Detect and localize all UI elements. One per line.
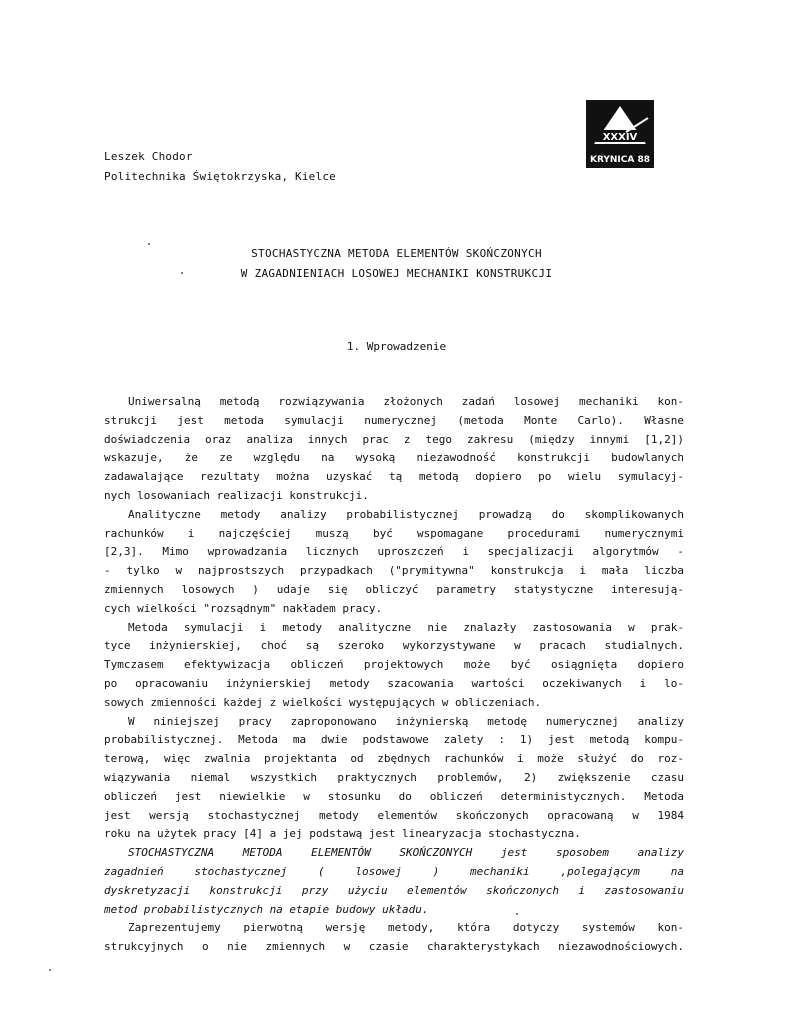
body-line: strukcji jest metoda symulacji numerycznej (metoda Monte Carlo). Własne <box>104 413 684 427</box>
body-line: rachunków i najczęściej muszą być wspomagane procedurami numerycznymi <box>104 526 684 540</box>
svg-text:KRYNICA 88: KRYNICA 88 <box>589 155 651 165</box>
body-line: zagadnień stochastycznej ( losowej ) mechaniki ,polegającym na <box>104 864 684 878</box>
body-line: wskazuje, że ze względu na wysoką niezawodność konstrukcji budowlanych <box>104 451 684 465</box>
scan-speck <box>516 913 518 915</box>
body-line: [2,3]. Mimo wprowadzania licznych uproszczeń i specjalizacji algorytmów - <box>104 545 684 559</box>
author-block <box>104 147 336 187</box>
title-line-1: STOCHASTYCZNA METODA ELEMENTÓW SKOŃCZONYCH <box>251 247 542 260</box>
body-line: dyskretyzacji konstrukcji przy użyciu elementów skończonych i zastosowaniu <box>104 883 684 897</box>
scan-speck <box>148 243 150 245</box>
author-name: Leszek Chodor <box>104 150 193 163</box>
section-heading: 1. Wprowadzenie <box>346 340 447 353</box>
body-line: sowych zmienności każdej z wielkości występujących w obliczeniach. <box>104 695 542 709</box>
body-line: Analityczne metody analizy probabilistycznej prowadzą do skomplikowanych <box>128 507 684 521</box>
body-line: nych losowaniach realizacji konstrukcji. <box>104 488 369 502</box>
body-line: roku na użytek pracy [4] a jej podstawą jest linearyzacja stochastyczna. <box>104 827 581 841</box>
body-line: metod probabilistycznych na etapie budowy układu. <box>104 902 429 916</box>
body-line: obliczeń jest niewielkie w stosunku do obliczeń deterministycznych. Metoda <box>104 789 684 803</box>
body-line: W niniejszej pracy zaproponowano inżynierską metodę numerycznej analizy <box>128 714 684 728</box>
body-line: strukcyjnych o nie zmiennych w czasie charakterystykach niezawodnościowych. <box>104 940 684 954</box>
svg-text:XXXIV: XXXIV <box>602 132 638 143</box>
body-line: Tymczasem efektywizacja obliczeń projektowych może być osiągnięta dopiero <box>104 658 684 672</box>
body-line: zmiennych losowych ) udaje się obliczyć parametry statystyczne interesują- <box>104 582 684 596</box>
scan-speck <box>49 969 51 971</box>
body-line: terową, więc zwalnia projektanta od zbędnych rachunków i może służyć do roz- <box>104 752 684 766</box>
body-line: Zaprezentujemy pierwotną wersję metody, która dotyczy systemów kon- <box>128 921 684 935</box>
krynica-88-logo <box>586 100 654 168</box>
paper-title <box>0 244 793 284</box>
body-text <box>104 393 684 957</box>
author-affiliation: Politechnika Świętokrzyska, Kielce <box>104 170 336 183</box>
body-line: cych wielkości "rozsądnym" nakładem pracy. <box>104 601 383 615</box>
body-line: po opracowaniu inżynierskiej metody szacowania wartości oczekiwanych i lo- <box>104 676 684 690</box>
scan-speck <box>181 272 183 274</box>
body-line: wiązywania niemal wszystkich praktycznych problemów, 2) zwiększenie czasu <box>104 770 684 784</box>
body-line: probabilistycznej. Metoda ma dwie podstawowe zalety : 1) jest metodą kompu- <box>104 733 684 747</box>
body-line: - tylko w najprostszych przypadkach ("prymitywna" konstrukcja i mała liczba <box>104 564 684 578</box>
body-line: STOCHASTYCZNA METODA ELEMENTÓW SKOŃCZONYCH jest sposobem analizy <box>128 846 684 860</box>
body-line: zadawalające rezultaty można uzyskać tą metodą dopiero po wielu symulacyj- <box>104 470 684 484</box>
body-line: Metoda symulacji i metody analityczne nie znalazły zastosowania w prak- <box>128 620 684 634</box>
title-line-2: W ZAGADNIENIACH LOSOWEJ MECHANIKI KONSTRUKCJI <box>240 267 553 280</box>
body-line: jest wersją stochastycznej metody elementów skończonych opracowaną w 1984 <box>104 808 684 822</box>
body-line: doświadczenia oraz analiza innych prac z tego zakresu (między innymi [1,2]) <box>104 432 684 446</box>
body-line: tyce inżynierskiej, choć są szeroko wykorzystywane w pracach studialnych. <box>104 639 684 653</box>
body-line: Uniwersalną metodą rozwiązywania złożonych zadań losowej mechaniki kon- <box>128 395 684 408</box>
